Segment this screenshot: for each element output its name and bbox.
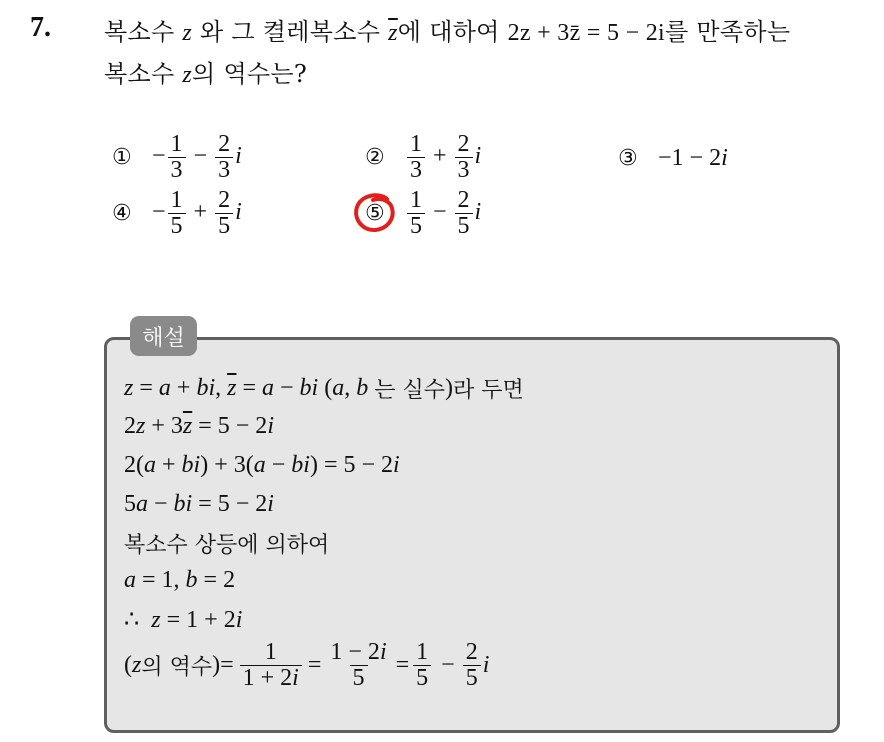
choice-number: ②	[365, 145, 385, 171]
answer-circle-mark-icon	[351, 189, 399, 237]
equation: 2z + 3z̄ = 5 − 2i	[507, 20, 665, 46]
choice-number: ③	[618, 146, 638, 171]
choice-expression: $\frac{1}{3}$ + $\frac{2}{3}$ i	[405, 132, 481, 183]
choice-number: ⑤	[365, 201, 385, 227]
question-text: 와 그 켤레복소수	[199, 18, 381, 46]
question-text: 의 역수는?	[192, 60, 308, 88]
question-line-1	[104, 12, 790, 47]
choice-4[interactable]	[112, 188, 242, 239]
var-zbar: $\overline{z}$	[388, 20, 398, 46]
solution-line-8: (z 의 역수 )= $\frac{1}{1 + 2i}$ = $\frac{1 - 2i}{5}$ = $\frac{1}{5}$ − $\frac{2}{5}$ i	[124, 639, 490, 692]
solution-line-1: z = a + bi, $\overline{z} = a$ − bi (a, b 는 실수 ) 라 두면	[124, 375, 524, 403]
solution-line-7: ∴ z = 1 + 2i	[124, 607, 243, 633]
question-number: 7.	[30, 12, 51, 43]
question-line-2	[104, 54, 307, 89]
choice-expression: −1 − 2i	[658, 145, 728, 171]
solution-line-4: 5a − bi = 5 − 2i	[124, 491, 274, 517]
var-z: z	[182, 62, 193, 88]
choice-number: ①	[112, 145, 132, 171]
choice-2[interactable]	[365, 132, 481, 183]
choice-3[interactable]	[618, 145, 728, 172]
choice-1[interactable]	[112, 132, 242, 183]
question-text: 복소수	[104, 60, 175, 88]
var-z: z	[182, 20, 193, 46]
question-text: 를 만족하는	[665, 18, 791, 46]
solution-line-2: $2z + 3\overline{z} = 5 - 2i$	[124, 413, 274, 439]
choice-expression: $\frac{1}{5}$ − $\frac{2}{5}$ i	[405, 188, 481, 239]
solution-tag: 해설	[130, 316, 197, 356]
solution-line-5: 복소수 상등에 의하여	[124, 533, 330, 558]
choice-number: ④	[112, 201, 132, 227]
solution-line-6: a = 1, b = 2	[124, 567, 236, 593]
question-text: 복소수	[104, 18, 175, 46]
question-text: 에 대하여	[397, 18, 500, 46]
solution-line-3: 2(a + bi) + 3(a − bi) = 5 − 2i	[124, 452, 400, 478]
choice-expression: − $\frac{1}{5}$ + $\frac{2}{5}$ i	[152, 187, 242, 240]
choice-expression: − $\frac{1}{3}$ − $\frac{2}{3}$ i	[152, 131, 242, 184]
